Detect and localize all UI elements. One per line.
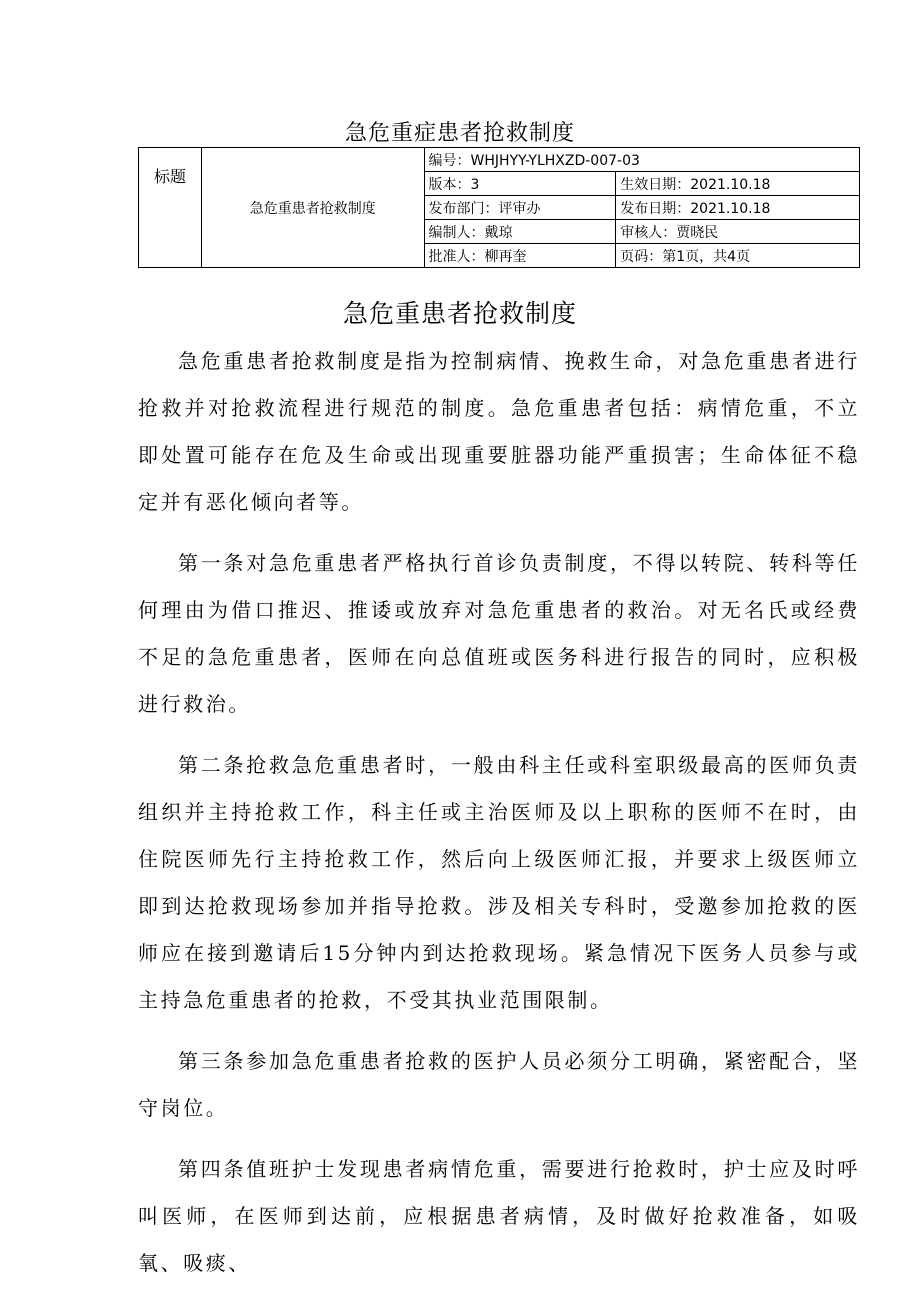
meta-publish-date: 发布日期：2021.10.18: [616, 196, 860, 220]
meta-code: 编号：WHJHYY-YLHXZD-007-03: [424, 148, 859, 172]
meta-effective-date: 生效日期：2021.10.18: [616, 172, 860, 196]
paragraph: 第二条抢救急危重患者时，一般由科主任或科室职级最高的医师负责组织并主持抢救工作，科主任或主治医师及以上职称的医师不在时，由住院医师先行主持抢救工作，然后向上级医师汇报，并要求上级医师立即到达抢救现场参加并指导抢救。涉及相关专科时，受邀参加抢救的医师应在接到邀请后15分钟内到达抢救现场。紧急情况下医务人员参与或主持急危重患者的抢救，不受其执业范围限制。: [138, 753, 860, 1012]
meta-author: 编制人：戴琼: [424, 220, 616, 244]
document-meta-table: [138, 147, 860, 268]
document-body: [138, 338, 860, 1301]
meta-label: 标题: [139, 148, 202, 268]
meta-department: 发布部门：评审办: [424, 196, 616, 220]
meta-document-name: 急危重患者抢救制度: [201, 148, 424, 268]
document-title: 急危重症患者抢救制度: [344, 121, 575, 146]
meta-page: 页码：第1页，共4页: [616, 244, 860, 268]
meta-version: 版本：3: [424, 172, 616, 196]
section-title: 急危重患者抢救制度: [342, 299, 577, 328]
paragraph: 第三条参加急危重患者抢救的医护人员必须分工明确，紧密配合，坚守岗位。: [138, 1049, 860, 1120]
paragraph: 急危重患者抢救制度是指为控制病情、挽救生命，对急危重患者进行抢救并对抢救流程进行规范的制度。急危重患者包括：病情危重，不立即处置可能存在危及生命或出现重要脏器功能严重损害；生命体征不稳定并有恶化倾向者等。: [138, 349, 860, 514]
meta-approver: 批准人：柳再奎: [424, 244, 616, 268]
paragraph: 第四条值班护士发现患者病情危重，需要进行抢救时，护士应及时呼叫医师，在医师到达前，应根据患者病情，及时做好抢救准备，如吸氧、吸痰、: [138, 1157, 860, 1275]
paragraph: 第一条对急危重患者严格执行首诊负责制度，不得以转院、转科等任何理由为借口推迟、推诿或放弃对急危重患者的救治。对无名氏或经费不足的急危重患者，医师在向总值班或医务科进行报告的同时，应积极进行救治。: [138, 551, 860, 716]
meta-reviewer: 审核人：贾晓民: [616, 220, 860, 244]
